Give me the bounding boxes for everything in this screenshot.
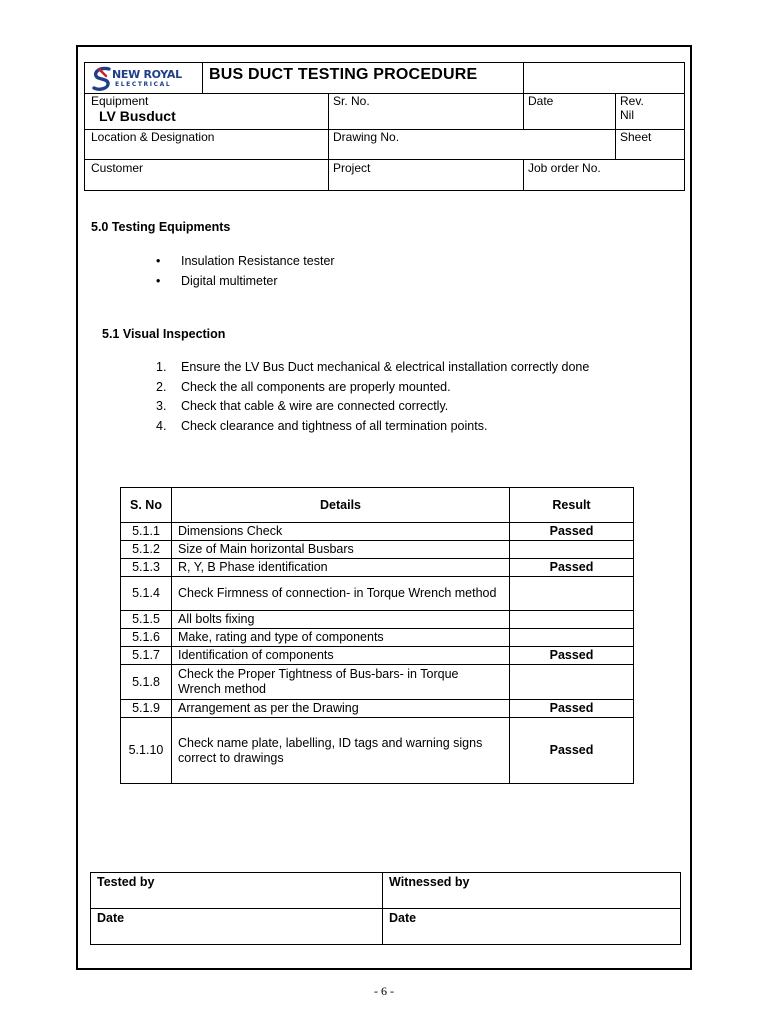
logo-swirl-icon bbox=[91, 66, 113, 92]
bullet-icon: • bbox=[156, 254, 161, 268]
date-label: Date bbox=[528, 94, 554, 108]
location-label: Location & Designation bbox=[91, 130, 215, 144]
job-order-label: Job order No. bbox=[528, 161, 601, 175]
visual-inspection-heading: 5.1 Visual Inspection bbox=[102, 327, 226, 341]
visual-inspection-list bbox=[156, 358, 589, 436]
company-logo bbox=[91, 66, 201, 92]
document-title: BUS DUCT TESTING PROCEDURE bbox=[209, 66, 478, 83]
table-row: 5.1.9 Arrangement as per the Drawing Passed bbox=[121, 700, 634, 718]
rev-label: Rev. bbox=[620, 94, 644, 108]
list-item: 2. Check the all components are properly mounted. bbox=[156, 379, 451, 394]
column-header-sno: S. No bbox=[121, 488, 172, 523]
page-number: - 6 - bbox=[374, 984, 394, 998]
equipment-label: Equipment bbox=[91, 94, 149, 108]
testing-equipments-heading: 5.0 Testing Equipments bbox=[91, 220, 231, 234]
signature-table bbox=[90, 872, 681, 945]
drawing-no-label: Drawing No. bbox=[333, 130, 400, 144]
rev-value: Nil bbox=[620, 108, 634, 122]
witnessed-by-field: Witnessed by bbox=[383, 873, 681, 909]
logo-subtitle: ELECTRICAL bbox=[115, 81, 172, 88]
table-row: 5.1.10 Check name plate, labelling, ID tags and warning signs correct to drawings Passed bbox=[121, 718, 634, 784]
witnessed-date-field: Date bbox=[383, 909, 681, 945]
testing-equipments-list bbox=[156, 252, 335, 291]
sr-no-label: Sr. No. bbox=[333, 94, 370, 108]
list-item: 4. Check clearance and tightness of all termination points. bbox=[156, 418, 488, 433]
sheet-label: Sheet bbox=[620, 130, 652, 144]
project-label: Project bbox=[333, 161, 371, 175]
document-header-table bbox=[84, 62, 685, 191]
equipment-value: LV Busduct bbox=[99, 108, 176, 124]
tested-by-field: Tested by bbox=[91, 873, 383, 909]
results-table bbox=[120, 487, 634, 784]
table-row: 5.1.3 R, Y, B Phase identification Passed bbox=[121, 559, 634, 577]
table-row: 5.1.5 All bolts fixing bbox=[121, 611, 634, 629]
tested-date-field: Date bbox=[91, 909, 383, 945]
table-row: 5.1.2 Size of Main horizontal Busbars bbox=[121, 541, 634, 559]
table-row: 5.1.6 Make, rating and type of components bbox=[121, 629, 634, 647]
column-header-result: Result bbox=[510, 488, 634, 523]
table-row: 5.1.1 Dimensions Check Passed bbox=[121, 523, 634, 541]
column-header-details: Details bbox=[172, 488, 510, 523]
list-item: 3. Check that cable & wire are connected correctly. bbox=[156, 399, 449, 413]
table-row: 5.1.8 Check the Proper Tightness of Bus-bars- in Torque Wrench method bbox=[121, 665, 634, 700]
customer-label: Customer bbox=[91, 161, 144, 175]
table-row: 5.1.4 Check Firmness of connection- in Torque Wrench method bbox=[121, 577, 634, 611]
list-item: 1. Ensure the LV Bus Duct mechanical & electrical installation correctly done bbox=[156, 360, 590, 374]
bullet-icon: • bbox=[156, 273, 161, 288]
table-header-row bbox=[121, 488, 634, 523]
table-row: 5.1.7 Identification of components Passed bbox=[121, 647, 634, 665]
list-item: • Digital multimeter bbox=[156, 272, 335, 292]
list-item: • Insulation Resistance tester bbox=[156, 252, 335, 272]
logo-name: NEW ROYAL bbox=[112, 68, 182, 81]
